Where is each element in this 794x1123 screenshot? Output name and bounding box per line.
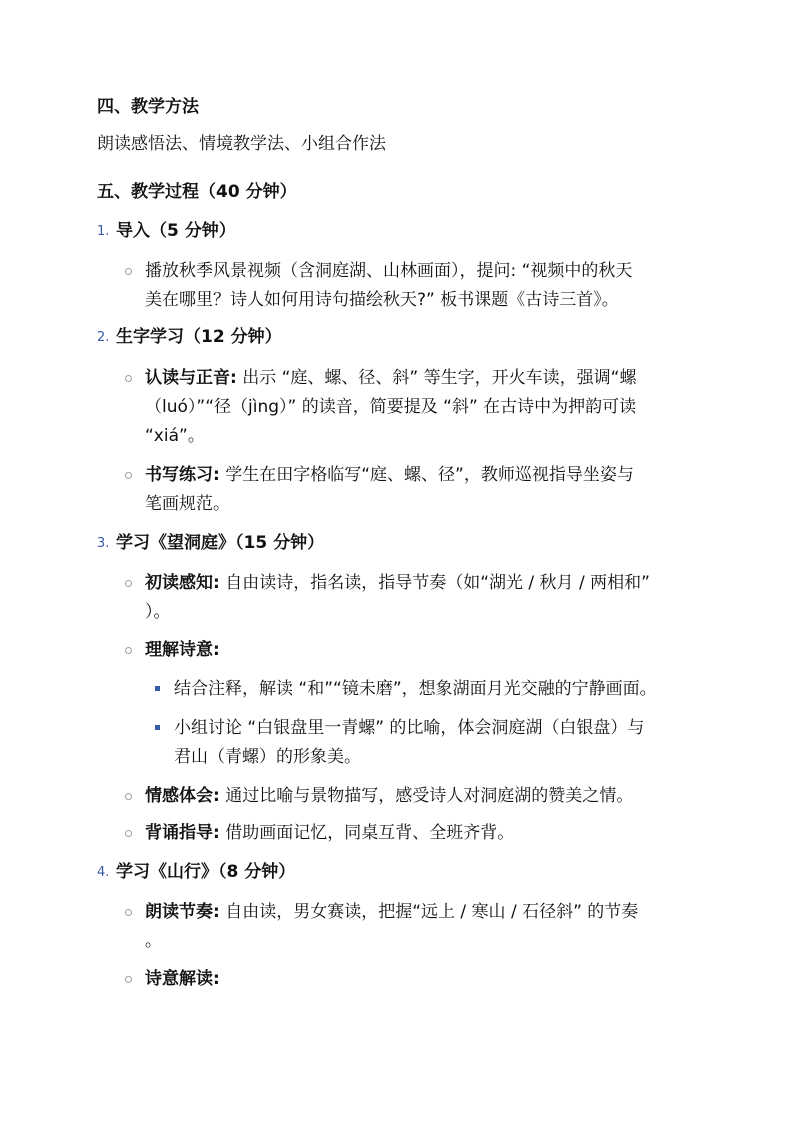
circle-bullet-icon <box>125 909 132 916</box>
bullet-text: 自由读诗，指名读，指导节奏（如“湖光 / 秋月 / 两相和” <box>219 573 650 593</box>
bullet-text: 出示 “庭、螺、径、斜” 等生字，开火车读，强调“螺 <box>236 368 637 388</box>
circle-bullet-icon <box>125 268 132 275</box>
bullet-label: 朗读节奏: <box>145 902 220 922</box>
bullet-label: 情感体会: <box>145 786 220 806</box>
sub-bullet-line: 结合注释，解读 “和”“镜未磨”，想象湖面月光交融的宁静画面。 <box>174 679 657 699</box>
circle-bullet-icon <box>125 830 132 837</box>
item-3-bullet-4 <box>145 821 514 845</box>
item-2-bullet-2 <box>145 463 634 487</box>
circle-bullet-icon <box>125 793 132 800</box>
bullet-text: 通过比喻与景物描写，感受诗人对洞庭湖的赞美之情。 <box>219 786 634 806</box>
item-2-bullet-1-line: “xiá”。 <box>145 426 205 446</box>
item-1-bullet-line: 播放秋季风景视频（含洞庭湖、山林画面），提问: “视频中的秋天 <box>145 261 633 281</box>
bullet-label: 背诵指导: <box>145 823 220 843</box>
circle-bullet-icon <box>125 375 132 382</box>
section-4-heading: 四、教学方法 <box>97 97 199 117</box>
item-2-bullet-2-line: 笔画规范。 <box>145 494 230 514</box>
list-number: 1. <box>97 224 110 239</box>
bullet-text: 学生在田字格临写“庭、螺、径”，教师巡视指导坐姿与 <box>219 465 634 485</box>
list-number: 3. <box>97 536 110 551</box>
item-2-bullet-1 <box>145 366 636 390</box>
list-number: 4. <box>97 865 110 880</box>
square-bullet-icon <box>155 725 160 730</box>
list-number: 2. <box>97 330 110 345</box>
circle-bullet-icon <box>125 472 132 479</box>
item-3-bullet-1 <box>145 571 650 595</box>
sub-bullet-line: 小组讨论 “白银盘里一青螺” 的比喻，体会洞庭湖（白银盘）与 <box>174 718 645 738</box>
item-3-bullet-3 <box>145 784 633 808</box>
bullet-label: 初读感知: <box>145 573 220 593</box>
bullet-text: 借助画面记忆，同桌互背、全班齐背。 <box>219 823 515 843</box>
section-4-body: 朗读感悟法、情境教学法、小组合作法 <box>97 134 386 154</box>
square-bullet-icon <box>155 686 160 691</box>
bullet-label: 认读与正音: <box>145 368 237 388</box>
sub-bullet-line: 君山（青螺）的形象美。 <box>174 747 361 767</box>
item-4-bullet-2-label: 诗意解读: <box>145 969 220 989</box>
item-4-title: 学习《山行》（8 分钟） <box>116 862 296 882</box>
item-1-bullet-line: 美在哪里？诗人如何用诗句描绘秋天?” 板书课题《古诗三首》。 <box>145 290 619 310</box>
item-3-title: 学习《望洞庭》（15 分钟） <box>116 533 325 553</box>
circle-bullet-icon <box>125 976 132 983</box>
section-5-heading: 五、教学过程（40 分钟） <box>97 182 297 202</box>
bullet-text: 自由读，男女赛读，把握“远上 / 寒山 / 石径斜” 的节奏 <box>219 902 639 922</box>
item-2-title: 生字学习（12 分钟） <box>116 327 282 347</box>
item-1-title: 导入（5 分钟） <box>116 221 236 241</box>
circle-bullet-icon <box>125 647 132 654</box>
circle-bullet-icon <box>125 580 132 587</box>
item-4-bullet-1 <box>145 900 638 924</box>
item-4-bullet-1-line: 。 <box>145 931 162 951</box>
item-3-bullet-1-line: ）。 <box>145 602 171 622</box>
item-3-bullet-2-label: 理解诗意: <box>145 640 220 660</box>
bullet-label: 书写练习: <box>145 465 220 485</box>
item-2-bullet-1-line: （luó）”“径（jìng）” 的读音，简要提及 “斜” 在古诗中为押韵可读 <box>145 397 637 417</box>
